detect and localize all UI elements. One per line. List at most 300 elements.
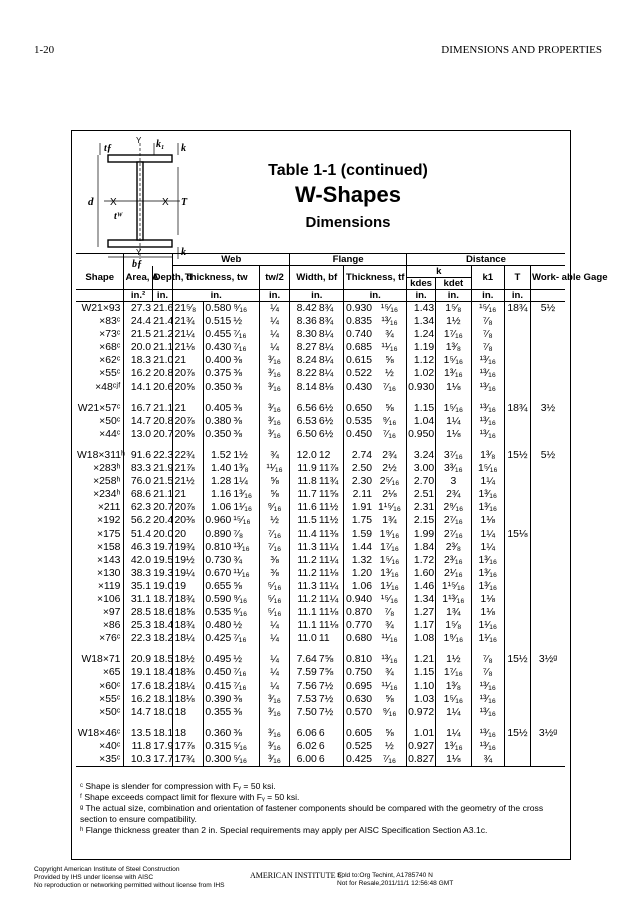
value-cell: 83.3 bbox=[130, 463, 152, 475]
value-cell: ¹³⁄₁₆ bbox=[471, 680, 504, 693]
shape-designation-cell: ×55ᶜ bbox=[76, 367, 124, 380]
value-cell: 16.7 bbox=[130, 402, 152, 414]
value-cell: 1¾ bbox=[373, 514, 406, 527]
value-cell bbox=[531, 541, 565, 554]
value-cell: 0.810 bbox=[205, 541, 232, 553]
unit-cell: in. bbox=[173, 290, 260, 302]
value-cell: 6.56 bbox=[296, 402, 317, 414]
value-cell: 1.08 bbox=[406, 632, 435, 645]
value-cell: 11.3 bbox=[297, 541, 317, 553]
value-cell: 6.02 bbox=[296, 740, 317, 752]
k-header: k bbox=[406, 266, 471, 278]
value-cell: 19.1 bbox=[130, 667, 152, 679]
shape-designation-cell: ×50ᶜ bbox=[76, 706, 124, 719]
value-cell: 19½ bbox=[173, 554, 203, 567]
value-cell: 1.91 bbox=[351, 502, 373, 514]
value-cell: 1⅛ bbox=[436, 381, 471, 394]
value-cell: 11½ bbox=[318, 514, 344, 527]
value-cell: 1⁵⁄₁₆ bbox=[436, 693, 471, 706]
value-cell: 2.11 bbox=[352, 489, 373, 501]
value-cell: 68.6 bbox=[130, 489, 152, 501]
value-cell: 1.17 bbox=[406, 619, 435, 632]
value-cell bbox=[504, 354, 530, 367]
value-cell: 17.7 bbox=[153, 754, 174, 765]
value-cell: 0.450 bbox=[346, 428, 373, 440]
value-cell: ⁷⁄₁₆ bbox=[232, 680, 259, 693]
value-cell: 2.70 bbox=[406, 475, 435, 488]
value-cell: 0.680 bbox=[346, 633, 373, 645]
value-cell: 21.5 bbox=[130, 329, 152, 341]
value-cell: 19.5 bbox=[153, 554, 174, 566]
depth-header: Depth, d bbox=[152, 266, 173, 290]
value-cell: 0.315 bbox=[205, 740, 232, 752]
table-row bbox=[76, 367, 565, 380]
value-cell: 21.1 bbox=[153, 342, 174, 354]
table-row bbox=[76, 606, 565, 619]
value-cell: 0.350 bbox=[205, 428, 232, 440]
shape-designation-cell: ×211 bbox=[76, 501, 124, 514]
value-cell: 1.40 bbox=[211, 463, 232, 475]
value-cell: ⁹⁄₁₆ bbox=[373, 415, 406, 428]
value-cell: 11.1 bbox=[297, 607, 317, 619]
value-cell bbox=[504, 475, 530, 488]
value-cell: ¼ bbox=[259, 653, 289, 666]
value-cell: ⁹⁄₁₆ bbox=[232, 606, 259, 619]
value-cell: 19.0 bbox=[153, 580, 174, 592]
label-d: d bbox=[88, 196, 94, 208]
value-cell: 1³⁄₈ bbox=[436, 680, 471, 693]
value-cell: ⁹⁄₁₆ bbox=[232, 593, 259, 606]
value-cell: 22.3 bbox=[153, 449, 174, 461]
value-cell: 18.5 bbox=[153, 654, 174, 666]
value-cell: 11⅛ bbox=[318, 567, 344, 580]
value-cell: 5½ bbox=[540, 303, 556, 314]
value-cell: 2³⁄₁₆ bbox=[436, 554, 471, 567]
value-cell: 18.1 bbox=[153, 693, 174, 705]
value-cell: ⁵⁄₁₆ bbox=[232, 740, 259, 753]
value-cell: 0.827 bbox=[408, 754, 435, 765]
value-cell bbox=[531, 619, 565, 632]
value-cell: 6.06 bbox=[296, 727, 317, 739]
value-cell: 11¼ bbox=[318, 541, 344, 554]
table-row bbox=[76, 315, 565, 328]
value-cell: 21.1 bbox=[153, 489, 174, 501]
value-cell bbox=[504, 341, 530, 354]
value-cell: 1.10 bbox=[406, 680, 435, 693]
value-cell: 18 bbox=[173, 706, 203, 719]
unit-cell: in.² bbox=[124, 290, 152, 302]
value-cell: 1.19 bbox=[406, 341, 435, 354]
value-cell: 11½ bbox=[318, 501, 344, 514]
value-cell bbox=[504, 666, 530, 679]
value-cell: 11.9 bbox=[297, 463, 317, 475]
value-cell: 18¾ bbox=[173, 593, 203, 606]
value-cell: 1.06 bbox=[351, 580, 373, 592]
shape-designation-cell: ×106 bbox=[76, 593, 124, 606]
distance-group-header: Distance bbox=[406, 254, 565, 266]
value-cell: 20.8 bbox=[153, 415, 174, 427]
value-cell: 5½ bbox=[540, 449, 556, 461]
value-cell bbox=[504, 554, 530, 567]
value-cell: 8¾ bbox=[318, 315, 344, 328]
value-cell: ⁷⁄₈ bbox=[471, 653, 504, 666]
value-cell: ¼ bbox=[259, 302, 289, 316]
running-title: DIMENSIONS AND PROPERTIES bbox=[441, 44, 602, 56]
value-cell: 1.03 bbox=[406, 693, 435, 706]
value-cell: 11.8 bbox=[297, 476, 317, 488]
value-cell: 3½ᵍ bbox=[538, 727, 558, 739]
shape-designation-cell: ×50ᶜ bbox=[76, 415, 124, 428]
table-row bbox=[76, 619, 565, 632]
value-cell: 15½ bbox=[504, 449, 530, 462]
value-cell: 19¾ bbox=[173, 541, 203, 554]
value-cell: 16.2 bbox=[130, 368, 152, 380]
value-cell: ⅜ bbox=[232, 367, 259, 380]
value-cell: 6.53 bbox=[296, 415, 317, 427]
value-cell: 11⅝ bbox=[318, 488, 344, 501]
units-row bbox=[76, 290, 565, 302]
value-cell: 0.650 bbox=[346, 402, 373, 414]
value-cell: 1.15 bbox=[406, 666, 435, 679]
value-cell: 3³⁄₁₆ bbox=[436, 462, 471, 475]
value-cell: 6.00 bbox=[296, 754, 317, 765]
value-cell: 7⅝ bbox=[318, 666, 344, 679]
value-cell: 2⁹⁄₁₆ bbox=[436, 501, 471, 514]
value-cell: 0.450 bbox=[205, 667, 232, 679]
value-cell: 35.1 bbox=[130, 580, 152, 592]
value-cell: ⁷⁄₈ bbox=[471, 315, 504, 328]
value-cell: 8.30 bbox=[296, 329, 317, 341]
value-cell: ³⁄₁₆ bbox=[259, 402, 289, 415]
shape-designation-cell: ×192 bbox=[76, 514, 124, 527]
value-cell: 11⅜ bbox=[318, 528, 344, 541]
unit-cell: in. bbox=[471, 290, 504, 302]
value-cell: ½ bbox=[232, 653, 259, 666]
value-cell: 0.522 bbox=[346, 368, 373, 380]
value-cell bbox=[531, 706, 565, 719]
value-cell: 0.927 bbox=[408, 740, 435, 752]
value-cell bbox=[504, 580, 530, 593]
value-cell: 17.9 bbox=[153, 740, 174, 752]
value-cell: 7½ bbox=[318, 693, 344, 706]
table-row bbox=[76, 488, 565, 501]
shape-designation-cell: ×62ᶜ bbox=[76, 354, 124, 367]
value-cell: 0.740 bbox=[346, 329, 373, 341]
value-cell: 3½ bbox=[540, 402, 556, 414]
value-cell: ⁷⁄₈ bbox=[232, 528, 259, 541]
shape-designation-cell: ×76ᶜ bbox=[76, 632, 124, 645]
value-cell: ³⁄₁₆ bbox=[259, 706, 289, 719]
value-cell: ³⁄₁₆ bbox=[259, 727, 289, 740]
table-row bbox=[76, 528, 565, 541]
value-cell: 1¹⁄₁₆ bbox=[232, 501, 259, 514]
unit-cell bbox=[76, 290, 124, 302]
flange-width-header: Width, bf bbox=[290, 266, 344, 290]
value-cell: ⁷⁄₁₆ bbox=[259, 541, 289, 554]
unit-cell: in. bbox=[406, 290, 435, 302]
value-cell: 0.810 bbox=[346, 654, 373, 666]
value-cell: 21.4 bbox=[153, 316, 174, 328]
value-cell: 0.455 bbox=[205, 329, 232, 341]
value-cell: 1¼ bbox=[471, 528, 504, 541]
value-cell: 28.5 bbox=[130, 607, 152, 619]
value-cell: ⅝ bbox=[373, 354, 406, 367]
table-row bbox=[76, 693, 565, 706]
value-cell: 0.930 bbox=[408, 381, 435, 393]
label-x-right: X bbox=[162, 197, 169, 208]
value-cell: 6½ bbox=[318, 402, 344, 415]
value-cell: ¹³⁄₁₆ bbox=[471, 415, 504, 428]
value-cell: 11.7 bbox=[297, 489, 317, 501]
value-cell: ⁷⁄₁₆ bbox=[232, 632, 259, 645]
value-cell bbox=[504, 514, 530, 527]
value-cell bbox=[504, 567, 530, 580]
group-spacer bbox=[76, 645, 565, 653]
value-cell: 2¹⁄₁₆ bbox=[436, 567, 471, 580]
value-cell: 21.6 bbox=[153, 303, 174, 314]
value-cell: ¼ bbox=[259, 328, 289, 341]
group-spacer bbox=[76, 441, 565, 449]
value-cell: 22¾ bbox=[173, 449, 203, 462]
shape-designation-cell: ×143 bbox=[76, 554, 124, 567]
value-cell: 1.27 bbox=[406, 606, 435, 619]
value-cell: 11⅞ bbox=[318, 462, 344, 475]
value-cell: 18½ bbox=[173, 653, 203, 666]
value-cell: 8⅛ bbox=[318, 381, 344, 394]
value-cell: 1¼ bbox=[232, 475, 259, 488]
value-cell: 3 bbox=[436, 475, 471, 488]
value-cell: 0.835 bbox=[346, 316, 373, 328]
value-cell: 11.0 bbox=[297, 633, 317, 645]
value-cell: 18¾ bbox=[173, 619, 203, 632]
value-cell: 1¹⁄₁₆ bbox=[471, 619, 504, 632]
value-cell: 11.5 bbox=[297, 515, 317, 527]
value-cell: 1⅛ bbox=[471, 606, 504, 619]
value-cell: 1³⁄₁₆ bbox=[373, 567, 406, 580]
value-cell: 0.525 bbox=[346, 740, 373, 752]
value-cell: ³⁄₁₆ bbox=[259, 693, 289, 706]
value-cell: ¹³⁄₁₆ bbox=[471, 354, 504, 367]
value-cell: 13.0 bbox=[130, 428, 152, 440]
value-cell: 1⁷⁄₁₆ bbox=[373, 541, 406, 554]
value-cell: 1.34 bbox=[406, 315, 435, 328]
value-cell: 7.64 bbox=[296, 654, 317, 666]
value-cell: 8¾ bbox=[318, 302, 344, 316]
value-cell: ³⁄₁₆ bbox=[259, 753, 289, 767]
value-cell: 18.4 bbox=[153, 620, 174, 632]
value-cell: ¹⁵⁄₁₆ bbox=[471, 302, 504, 316]
value-cell: 0.415 bbox=[205, 680, 232, 692]
value-cell bbox=[531, 580, 565, 593]
label-y-bottom: Y bbox=[136, 248, 142, 257]
shape-designation-cell: ×73ᶜ bbox=[76, 328, 124, 341]
value-cell: 11¼ bbox=[318, 593, 344, 606]
value-cell: 11.8 bbox=[131, 740, 152, 752]
value-cell: 1.44 bbox=[351, 541, 373, 553]
value-cell: 0.350 bbox=[205, 381, 232, 393]
value-cell: ⅜ bbox=[232, 381, 259, 394]
license-footer bbox=[34, 866, 634, 890]
value-cell: ⅜ bbox=[232, 402, 259, 415]
value-cell: 0.940 bbox=[346, 593, 373, 605]
value-cell: 1.52 bbox=[211, 449, 232, 461]
value-cell: ⁷⁄₁₆ bbox=[232, 328, 259, 341]
value-cell: 18⅛ bbox=[173, 693, 203, 706]
value-cell: 2.50 bbox=[351, 463, 373, 475]
value-cell: ½ bbox=[373, 740, 406, 753]
flange-thickness-header: Thickness, tf bbox=[344, 266, 407, 290]
table-row bbox=[76, 653, 565, 666]
value-cell bbox=[531, 415, 565, 428]
value-cell: 0.400 bbox=[205, 355, 232, 367]
table-row bbox=[76, 354, 565, 367]
value-cell bbox=[504, 593, 530, 606]
value-cell: 18¼ bbox=[173, 680, 203, 693]
value-cell: 0.430 bbox=[205, 342, 232, 354]
value-cell: ¾ bbox=[373, 328, 406, 341]
workable-gage-header: Work- able Gage bbox=[532, 272, 608, 283]
value-cell: ½ bbox=[232, 619, 259, 632]
value-cell bbox=[504, 328, 530, 341]
shape-designation-cell: ×234ʰ bbox=[76, 488, 124, 501]
value-cell: 21 bbox=[173, 488, 203, 501]
value-cell bbox=[531, 693, 565, 706]
value-cell: 11¼ bbox=[318, 554, 344, 567]
value-cell: 8.22 bbox=[296, 368, 317, 380]
value-cell: 0.425 bbox=[205, 633, 232, 645]
value-cell: 0.590 bbox=[205, 593, 232, 605]
shape-designation-cell: ×55ᶜ bbox=[76, 693, 124, 706]
value-cell: ¹³⁄₁₆ bbox=[471, 381, 504, 394]
table-row bbox=[76, 680, 565, 693]
value-cell: ¹¹⁄₁₆ bbox=[373, 632, 406, 645]
value-cell: ¹⁵⁄₁₆ bbox=[373, 302, 406, 316]
value-cell: 8¼ bbox=[318, 367, 344, 380]
value-cell: 21 bbox=[173, 354, 203, 367]
unit-cell: in. bbox=[436, 290, 471, 302]
value-cell: ¼ bbox=[259, 680, 289, 693]
value-cell: ⁷⁄₁₆ bbox=[373, 381, 406, 394]
value-cell: 6 bbox=[318, 740, 344, 753]
value-cell: ³⁄₁₆ bbox=[259, 381, 289, 394]
shape-designation-cell: ×35ᶜ bbox=[76, 753, 124, 767]
value-cell: 21⅞ bbox=[173, 462, 203, 475]
value-cell bbox=[531, 381, 565, 394]
note-h: ʰ Flange thickness greater than 2 in. Special requirements may apply per AISC Specification Section A3.1c. bbox=[80, 825, 488, 835]
value-cell: ¹³⁄₁₆ bbox=[373, 315, 406, 328]
table-row bbox=[76, 501, 565, 514]
value-cell: ¹¹⁄₁₆ bbox=[259, 462, 289, 475]
table-row bbox=[76, 753, 565, 767]
shape-designation-cell: ×175 bbox=[76, 528, 124, 541]
value-cell: 2¾ bbox=[436, 488, 471, 501]
value-cell: 1.28 bbox=[211, 476, 232, 488]
value-cell: ⅜ bbox=[232, 706, 259, 719]
value-cell: ⁷⁄₁₆ bbox=[232, 341, 259, 354]
value-cell: 1⁹⁄₁₆ bbox=[373, 528, 406, 541]
value-cell: 1.12 bbox=[406, 354, 435, 367]
value-cell: ⅝ bbox=[259, 488, 289, 501]
shape-designation-cell: ×83ᶜ bbox=[76, 315, 124, 328]
value-cell: 1³⁄₈ bbox=[232, 462, 259, 475]
shape-designation-cell: W18×71 bbox=[76, 653, 124, 666]
value-cell bbox=[531, 462, 565, 475]
value-cell: ¾ bbox=[373, 619, 406, 632]
value-cell bbox=[504, 315, 530, 328]
value-cell: ⁷⁄₈ bbox=[471, 328, 504, 341]
label-tf: tƒ bbox=[104, 143, 112, 154]
shape-designation-cell: W18×311ʰ bbox=[77, 449, 125, 461]
value-cell: ¹³⁄₁₆ bbox=[471, 693, 504, 706]
value-cell: 1¾ bbox=[436, 606, 471, 619]
table-number: Table 1-1 (continued) bbox=[268, 162, 428, 179]
value-cell: 1³⁄₁₆ bbox=[436, 740, 471, 753]
shape-designation-cell: ×97 bbox=[76, 606, 124, 619]
shape-designation-cell: ×283ʰ bbox=[76, 462, 124, 475]
shape-designation-cell: ×68ᶜ bbox=[76, 341, 124, 354]
value-cell: ⅝ bbox=[232, 580, 259, 593]
value-cell: ⅝ bbox=[373, 693, 406, 706]
table-row bbox=[76, 462, 565, 475]
value-cell: 1.15 bbox=[406, 402, 435, 415]
value-cell: ⅝ bbox=[373, 402, 406, 415]
value-cell: ¹³⁄₁₆ bbox=[471, 367, 504, 380]
note-c: ᶜ Shape is slender for compression with Fᵧ = 50 ksi. bbox=[80, 781, 276, 791]
shape-designation-cell: ×130 bbox=[76, 567, 124, 580]
value-cell: 8.27 bbox=[296, 342, 317, 354]
footer-provider: Provided by IHS under license with AISC bbox=[34, 874, 154, 881]
value-cell: 0.515 bbox=[205, 316, 232, 328]
value-cell: 0.670 bbox=[205, 567, 232, 579]
shape-designation-cell: ×48ᶜʲᶠ bbox=[76, 381, 124, 394]
value-cell bbox=[531, 501, 565, 514]
value-cell: 20.0 bbox=[153, 528, 174, 540]
value-cell: ¹³⁄₁₆ bbox=[471, 740, 504, 753]
value-cell: 18.0 bbox=[153, 706, 174, 718]
label-k-top: k bbox=[181, 143, 186, 154]
value-cell: 1.32 bbox=[351, 554, 373, 566]
value-cell: 20.0 bbox=[130, 342, 152, 354]
value-cell: 18¼ bbox=[173, 632, 203, 645]
value-cell: 62.3 bbox=[130, 502, 152, 514]
web-group-header: Web bbox=[173, 254, 290, 266]
table-title: W-Shapes bbox=[295, 182, 401, 207]
value-cell: 6½ bbox=[318, 428, 344, 441]
value-cell: ⁹⁄₁₆ bbox=[259, 501, 289, 514]
value-cell: 0.972 bbox=[408, 706, 435, 718]
value-cell: 11¼ bbox=[318, 580, 344, 593]
footer-sold-to: Sold to:Org Techint, A1785740 N bbox=[337, 872, 433, 879]
unit-cell: in. bbox=[344, 290, 407, 302]
value-cell: 1¼ bbox=[471, 541, 504, 554]
value-cell: 11.1 bbox=[297, 620, 317, 632]
value-cell: 18⅝ bbox=[173, 606, 203, 619]
value-cell bbox=[531, 528, 565, 541]
value-cell: 0.380 bbox=[205, 415, 232, 427]
value-cell: 18.4 bbox=[153, 667, 174, 679]
value-cell: 11.2 bbox=[297, 554, 317, 566]
value-cell: ⅜ bbox=[232, 693, 259, 706]
value-cell: 2⁵⁄₁₆ bbox=[373, 475, 406, 488]
group-spacer bbox=[76, 719, 565, 727]
value-cell: 21¼ bbox=[173, 328, 203, 341]
kdet-header: kdet bbox=[436, 278, 471, 290]
value-cell: 1.24 bbox=[406, 328, 435, 341]
value-cell: 11 bbox=[318, 632, 344, 645]
value-cell bbox=[504, 428, 530, 441]
value-cell: 1³⁄₁₆ bbox=[471, 501, 504, 514]
value-cell: 0.950 bbox=[408, 428, 435, 440]
